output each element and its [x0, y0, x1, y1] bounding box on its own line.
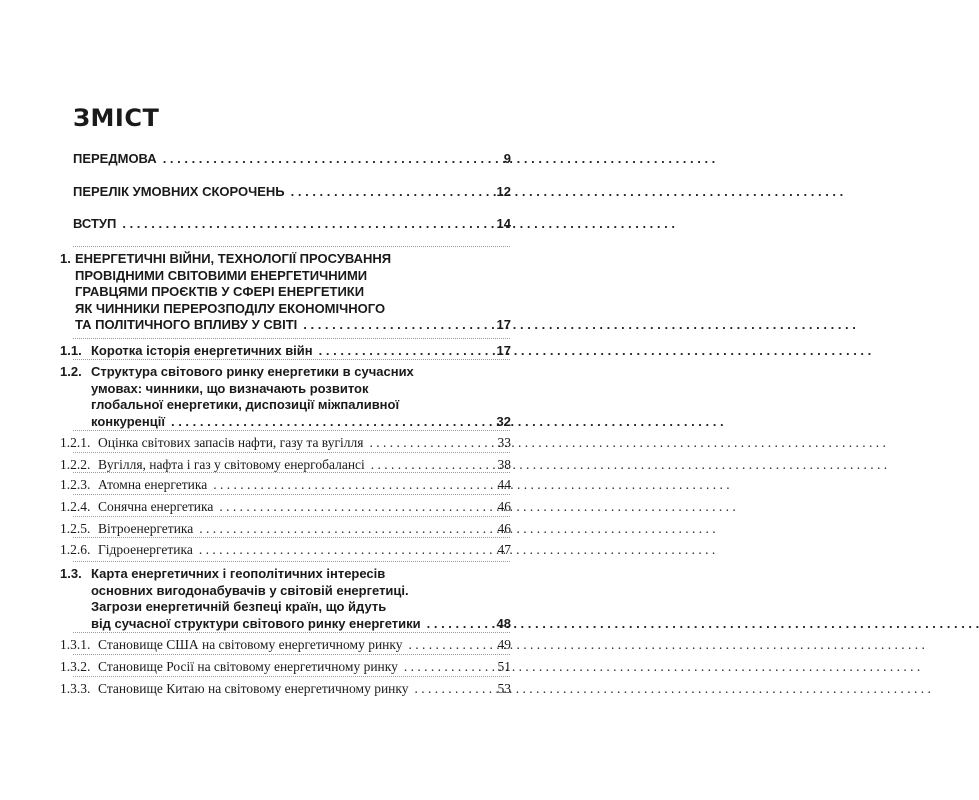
- dot-leader: [371, 456, 494, 473]
- entry-separator: [73, 246, 510, 247]
- dot-leader: [213, 476, 493, 493]
- toc-entry-title: Загрози енергетичній безпеці країн, що йдуть: [91, 599, 387, 614]
- entry-separator: [73, 516, 510, 517]
- toc-entry[interactable]: [98, 434, 511, 451]
- toc-entry-title: Атомна енергетика: [98, 477, 208, 492]
- entry-separator: [73, 676, 510, 677]
- toc-entry-number: 1.3.: [60, 566, 82, 581]
- toc-entry-line: [75, 267, 511, 284]
- toc-entry-title: Структура світового ринку енергетики в сучасних: [91, 364, 414, 379]
- dot-leader: [199, 520, 493, 537]
- toc-entry[interactable]: [91, 342, 511, 359]
- dot-leader: [427, 615, 493, 632]
- toc-entry-number: 1.3.3.: [60, 681, 91, 696]
- toc-entry-title: основних вигодонабувачів у світовій енергетиці.: [91, 582, 409, 598]
- toc-entry-title: Сонячна енергетика: [98, 499, 214, 514]
- entry-separator: [73, 430, 510, 431]
- toc-entry-title: Становище Росії на світовому енергетичному ринку: [98, 659, 398, 674]
- toc-page-number: 17: [496, 317, 511, 332]
- toc-entry-title: від сучасної структури світового ринку енергетики: [91, 615, 421, 631]
- toc-entry-title: Становище Китаю на світовому енергетичному ринку: [98, 681, 409, 696]
- entry-separator: [73, 338, 510, 339]
- dot-leader: [369, 434, 493, 451]
- toc-page-number: 17: [496, 343, 511, 358]
- toc-entry-line: [91, 565, 511, 582]
- toc-page-number: 14: [496, 216, 511, 231]
- toc-entry-number: 1.2.: [60, 364, 82, 379]
- toc-entry-title: умовах: чинники, що визначають розвиток: [91, 380, 369, 396]
- dot-leader: [199, 541, 494, 558]
- toc-page-number: 33: [497, 435, 511, 450]
- toc-entry-title: ЕНЕРГЕТИЧНІ ВІЙНИ, ТЕХНОЛОГІЇ ПРОСУВАННЯ: [75, 251, 392, 266]
- toc-entry-title: ПЕРЕДМОВА: [73, 151, 157, 166]
- toc-entry-number: 1.2.6.: [60, 542, 91, 557]
- dot-leader: [122, 215, 492, 232]
- toc-entry-number: 1.: [60, 251, 71, 266]
- toc-entry-number: 1.3.2.: [60, 659, 91, 674]
- toc-entry-title: Коротка історія енергетичних війн: [91, 343, 313, 358]
- toc-entry-title: глобальної енергетики, диспозиції міжпаливної: [91, 397, 400, 412]
- toc-entry-line: [91, 380, 511, 397]
- toc-entry-line: [91, 363, 511, 380]
- toc-entry[interactable]: [73, 150, 511, 167]
- toc-entry[interactable]: [98, 680, 511, 697]
- toc-entry-title: ВСТУП: [73, 216, 117, 231]
- toc-entry-title: Вітроенергетика: [98, 521, 194, 536]
- toc-page-number: 32: [496, 413, 511, 429]
- entry-separator: [73, 494, 510, 495]
- dot-leader: [219, 498, 493, 515]
- entry-separator: [73, 472, 510, 473]
- toc-entry-title: ЯК ЧИННИКИ ПЕРЕРОЗПОДІЛУ ЕКОНОМІЧНОГО: [75, 300, 386, 316]
- toc-entry[interactable]: [98, 636, 511, 653]
- toc-entry[interactable]: [98, 456, 511, 473]
- toc-entry[interactable]: [91, 413, 511, 430]
- toc-entry-title: Гідроенергетика: [98, 542, 193, 557]
- dot-leader: [409, 636, 494, 653]
- toc-entry[interactable]: [98, 541, 511, 558]
- toc-entry-title: Вугілля, нафта і газ у світовому енергобалансі: [98, 457, 365, 472]
- dot-leader: [415, 680, 494, 697]
- toc-entry-line: [75, 250, 511, 267]
- toc-entry-title: Становище США на світовому енергетичному ринку: [98, 637, 403, 652]
- dot-leader: [163, 150, 500, 167]
- entry-separator: [73, 452, 510, 453]
- entry-separator: [73, 359, 510, 360]
- toc-entry-title: ТА ПОЛІТИЧНОГО ВПЛИВУ У СВІТІ: [75, 317, 298, 332]
- toc-entry-number: 1.2.4.: [60, 499, 91, 514]
- toc-entry-line: [75, 283, 511, 300]
- toc-page-number: 51: [497, 659, 511, 674]
- toc-entry-line: [91, 598, 511, 615]
- dot-leader: [319, 342, 493, 359]
- toc-entry[interactable]: [98, 498, 511, 515]
- toc-entry[interactable]: [75, 316, 511, 333]
- toc-entry-number: 1.2.5.: [60, 521, 91, 536]
- toc-entry[interactable]: [98, 658, 511, 675]
- toc-page-number: 46: [497, 521, 511, 536]
- toc-entry-line: [75, 300, 511, 317]
- toc-entry-number: 1.2.2.: [60, 457, 91, 472]
- entry-separator: [73, 632, 510, 633]
- entry-separator: [73, 561, 510, 562]
- toc-page-number: 12: [496, 184, 511, 199]
- toc-entry-title: Оцінка світових запасів нафти, газу та вугілля: [98, 435, 364, 450]
- entry-separator: [73, 654, 510, 655]
- dot-leader: [303, 316, 492, 333]
- toc-entry[interactable]: [73, 183, 511, 200]
- toc-entry[interactable]: [98, 520, 511, 537]
- toc-entry-title: ПЕРЕЛІК УМОВНИХ СКОРОЧЕНЬ: [73, 184, 285, 199]
- dot-leader: [171, 413, 493, 430]
- toc-page-number: 48: [496, 615, 511, 631]
- toc-entry-title: Карта енергетичних і геополітичних інтересів: [91, 566, 386, 581]
- toc-entry[interactable]: [91, 615, 511, 632]
- toc-page-number: 49: [497, 637, 511, 652]
- toc-entry[interactable]: [98, 476, 511, 493]
- toc-entry-number: 1.3.1.: [60, 637, 91, 652]
- toc-page-number: 47: [497, 542, 511, 557]
- toc-page-number: 46: [497, 499, 511, 514]
- toc-entry-line: [91, 396, 511, 413]
- toc-entry-line: [91, 582, 511, 599]
- page-title: ЗМІСТ: [73, 104, 160, 132]
- toc-entry-number: 1.2.3.: [60, 477, 91, 492]
- toc-entry-number: 1.1.: [60, 343, 82, 358]
- toc-entry-number: 1.2.1.: [60, 435, 91, 450]
- toc-entry[interactable]: [73, 215, 511, 232]
- toc-entry-title: конкуренції: [91, 413, 165, 429]
- toc-entry-title: ГРАВЦЯМИ ПРОЄКТІВ У СФЕРІ ЕНЕРГЕТИКИ: [75, 284, 365, 299]
- dot-leader: [291, 183, 493, 200]
- toc-page-number: 44: [497, 477, 511, 492]
- toc-entry-title: ПРОВІДНИМИ СВІТОВИМИ ЕНЕРГЕТИЧНИМИ: [75, 267, 368, 283]
- dot-leader: [404, 658, 494, 675]
- toc-page-number: 53: [497, 681, 511, 696]
- toc-page-number: 9: [503, 151, 511, 166]
- toc-page-number: 38: [497, 457, 511, 472]
- entry-separator: [73, 537, 510, 538]
